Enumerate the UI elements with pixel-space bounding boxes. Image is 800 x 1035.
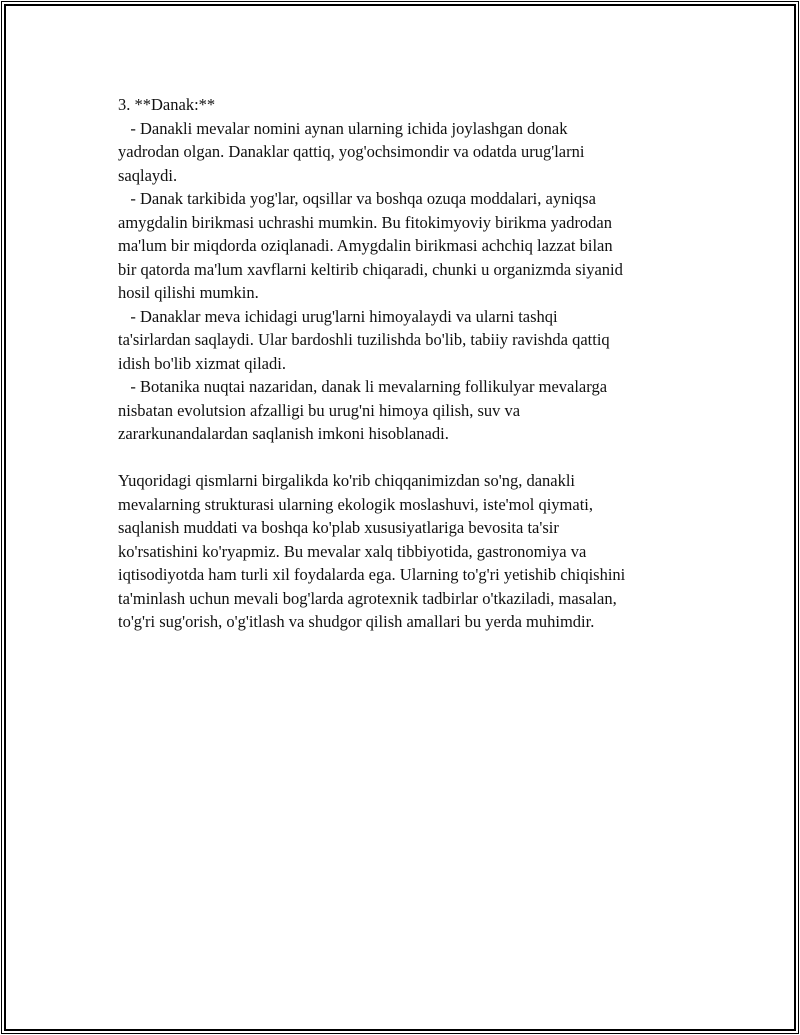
- conclusion-paragraph: [118, 469, 698, 634]
- bullet-item: [118, 117, 698, 188]
- section-heading: 3. **Danak:**: [118, 95, 216, 114]
- bullet-line: hosil qilishi mumkin.: [118, 283, 259, 302]
- paragraph-line: to'g'ri sug'orish, o'g'itlash va shudgor qilish amallari bu yerda muhimdir.: [118, 612, 595, 631]
- paragraph-line: mevalarning strukturasi ularning ekologik moslashuvi, iste'mol qiymati,: [118, 494, 593, 514]
- bullet-line: - Botanika nuqtai nazaridan, danak li mevalarning follikulyar mevalarga: [118, 377, 608, 396]
- bullet-item: [118, 375, 698, 446]
- bullet-item: [118, 305, 698, 376]
- paragraph-line: Yuqoridagi qismlarni birgalikda ko'rib chiqqanimizdan so'ng, danakli: [118, 471, 576, 490]
- bullet-line: amygdalin birikmasi uchrashi mumkin. Bu fitokimyoviy birikma yadrodan: [118, 212, 613, 232]
- bullet-line: zararkunandalardan saqlanish imkoni hisoblanadi.: [118, 424, 449, 443]
- document-body: [118, 93, 698, 634]
- bullet-line: nisbatan evolutsion afzalligi bu urug'ni himoya qilish, suv va: [118, 400, 521, 420]
- paragraph-line: ta'minlash uchun mevali bog'larda agrotexnik tadbirlar o'tkaziladi, masalan,: [118, 588, 617, 608]
- bullet-line: - Danaklar meva ichidagi urug'larni himoyalaydi va ularni tashqi: [118, 306, 558, 326]
- bullet-line: idish bo'lib xizmat qiladi.: [118, 353, 286, 373]
- bullet-line: - Danakli mevalar nomini aynan ularning ichida joylashgan donak: [118, 118, 568, 138]
- bullet-item: [118, 187, 698, 305]
- paragraph-line: ko'rsatishini ko'ryapmiz. Bu mevalar xalq tibbiyotida, gastronomiya va: [118, 541, 587, 561]
- paragraph-line: iqtisodiyotda ham turli xil foydalarda ega. Ularning to'g'ri yetishib chiqishini: [118, 565, 626, 584]
- bullet-line: ma'lum bir miqdorda oziqlanadi. Amygdalin birikmasi achchiq lazzat bilan: [118, 236, 613, 255]
- bullet-line: saqlaydi.: [118, 165, 178, 185]
- bullet-line: - Danak tarkibida yog'lar, oqsillar va boshqa ozuqa moddalari, ayniqsa: [118, 189, 596, 208]
- paragraph-gap: [118, 446, 698, 470]
- bullet-line: yadrodan olgan. Danaklar qattiq, yog'ochsimondir va odatda urug'larni: [118, 142, 585, 161]
- paragraph-line: saqlanish muddati va boshqa ko'plab xususiyatlariga bevosita ta'sir: [118, 518, 559, 537]
- bullet-line: bir qatorda ma'lum xavflarni keltirib chiqaradi, chunki u organizmda siyanid: [118, 259, 623, 279]
- bullet-line: ta'sirlardan saqlaydi. Ular bardoshli tuzilishda bo'lib, tabiiy ravishda qattiq: [118, 330, 610, 349]
